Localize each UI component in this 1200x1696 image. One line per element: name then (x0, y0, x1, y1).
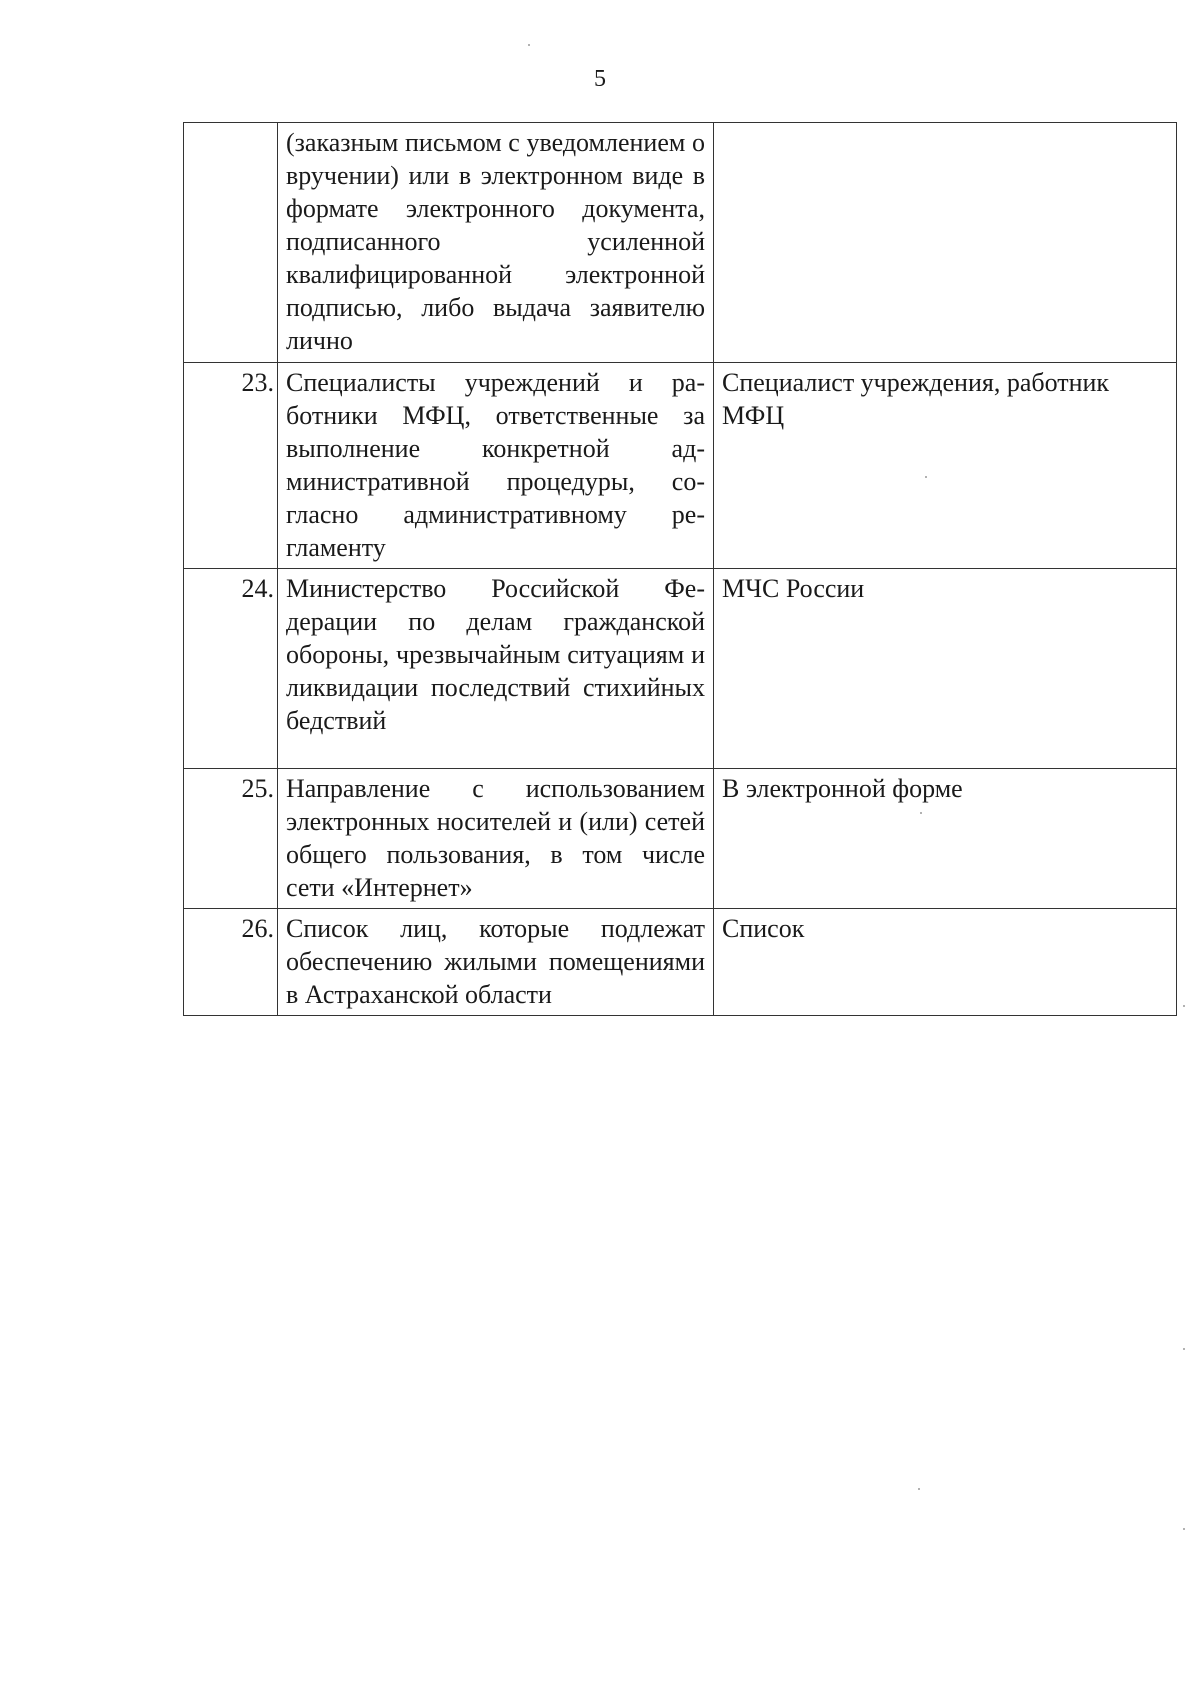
row-description: Специалисты учреждений и работники МФЦ, ответственные за выполнение конкретной административной процедуры, согласно административному регламенту (278, 363, 714, 569)
table-row (184, 569, 1177, 769)
row-number: 25. (184, 769, 278, 909)
scan-speck (528, 44, 530, 46)
scan-speck (1183, 1348, 1185, 1350)
row-value: МЧС России (714, 569, 1177, 769)
row-description: (заказным письмом с уведомлением о вручении) или в электронном виде в формате электронного документа, подписанного усиленной квалифицированной электронной подписью, либо выдача заявителю лично (278, 123, 714, 363)
row-number (184, 123, 278, 363)
scan-speck (920, 812, 922, 814)
row-number: 24. (184, 569, 278, 769)
row-value: В электронной форме (714, 769, 1177, 909)
row-value: Специалист учреждения, работник МФЦ (714, 363, 1177, 569)
scan-speck (1183, 1005, 1185, 1007)
row-description: Список лиц, которые подлежат обеспечению жилыми помещениями в Астраханской области (278, 909, 714, 1016)
scan-speck (925, 476, 927, 478)
table-row (184, 909, 1177, 1016)
table-row (184, 769, 1177, 909)
table-row (184, 363, 1177, 569)
scan-speck (918, 1488, 920, 1490)
document-table (183, 122, 1177, 1016)
row-value (714, 123, 1177, 363)
scan-speck (1183, 1528, 1185, 1530)
page-number: 5 (594, 66, 606, 92)
row-value: Список (714, 909, 1177, 1016)
row-description: Направление с использованием электронных носителей и (или) сетей общего пользования, в том числе сети «Интернет» (278, 769, 714, 909)
table-row (184, 123, 1177, 363)
row-number: 26. (184, 909, 278, 1016)
row-number: 23. (184, 363, 278, 569)
row-description: Министерство Российской Федерации по делам гражданской обороны, чрезвычайным ситуациям и ликвидации последствий стихийных бедствий (278, 569, 714, 769)
